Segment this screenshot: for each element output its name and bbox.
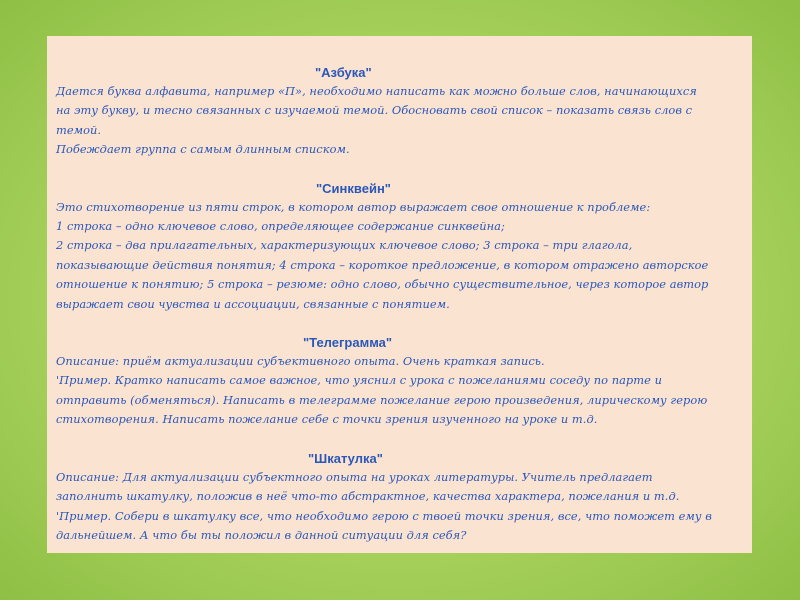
section-sinkveyn (56, 180, 742, 314)
text-line: заполнить шкатулку, положив в неё что-то абстрактное, качества характера, пожелания и т.д. (56, 489, 680, 504)
section-title-sinkveyn: "Синквейн" (316, 180, 391, 196)
text-line: Дается буква алфавита, например «П», необходимо написать как можно больше слов, начинающихся (56, 84, 697, 98)
section-azbuka (56, 64, 742, 160)
section-title-telegramma: "Телеграмма" (303, 335, 393, 351)
text-line: 1 строка – одно ключевое слово, определяющее содержание синквейна; (56, 219, 505, 234)
text-line: отправить (обменяться). Написать в телеграмме пожелание герою произведения, лирическому герою (56, 392, 708, 407)
text-line: 'Пример. Собери в шкатулку все, что необходимо герою с твоей точки зрения, все, что поможет ему в (56, 508, 712, 523)
text-line: отношение к понятию; 5 строка – резюме: одно слово, обычно существительное, через которое автор (56, 277, 709, 292)
text-line: Побеждает группа с самым длинным списком. (56, 142, 350, 157)
text-line: дальнейшем. А что бы ты положил в данной ситуации для себя? (56, 527, 467, 542)
section-title-azbuka: "Азбука" (315, 65, 372, 80)
text-line: стихотворения. Написать пожелание себе с точки зрения изученного на уроке и т.д. (56, 412, 598, 427)
text-line: 2 строка – два прилагательных, характеризующих ключевое слово; 3 строка – три глагола, (56, 238, 633, 253)
slide-content (47, 36, 752, 553)
section-shkatulka (56, 450, 742, 546)
text-line: темой. (56, 122, 102, 137)
text-line: на эту букву, и тесно связанных с изучаемой темой. Обосновать свой список – показать связь слов с (56, 103, 693, 118)
text-line: показывающие действия понятия; 4 строка – короткое предложение, в котором отражено авторское (56, 257, 709, 272)
section-title-shkatulka: "Шкатулка" (308, 450, 383, 466)
text-line: выражает свои чувства и ассоциации, связанные с понятием. (56, 296, 450, 311)
text-line: Описание: Для актуализации субъектного опыта на уроках литературы. Учитель предлагает (56, 469, 653, 484)
text-line: Это стихотворение из пяти строк, в котором автор выражает свое отношение к проблеме: (56, 199, 651, 214)
text-line: 'Пример. Кратко написать самое важное, что уяснил с урока с пожеланиями соседу по парте и (56, 373, 662, 388)
section-telegramma (56, 334, 742, 430)
text-line: Описание: приём актуализации субъективного опыта. Очень краткая запись. (56, 354, 545, 369)
